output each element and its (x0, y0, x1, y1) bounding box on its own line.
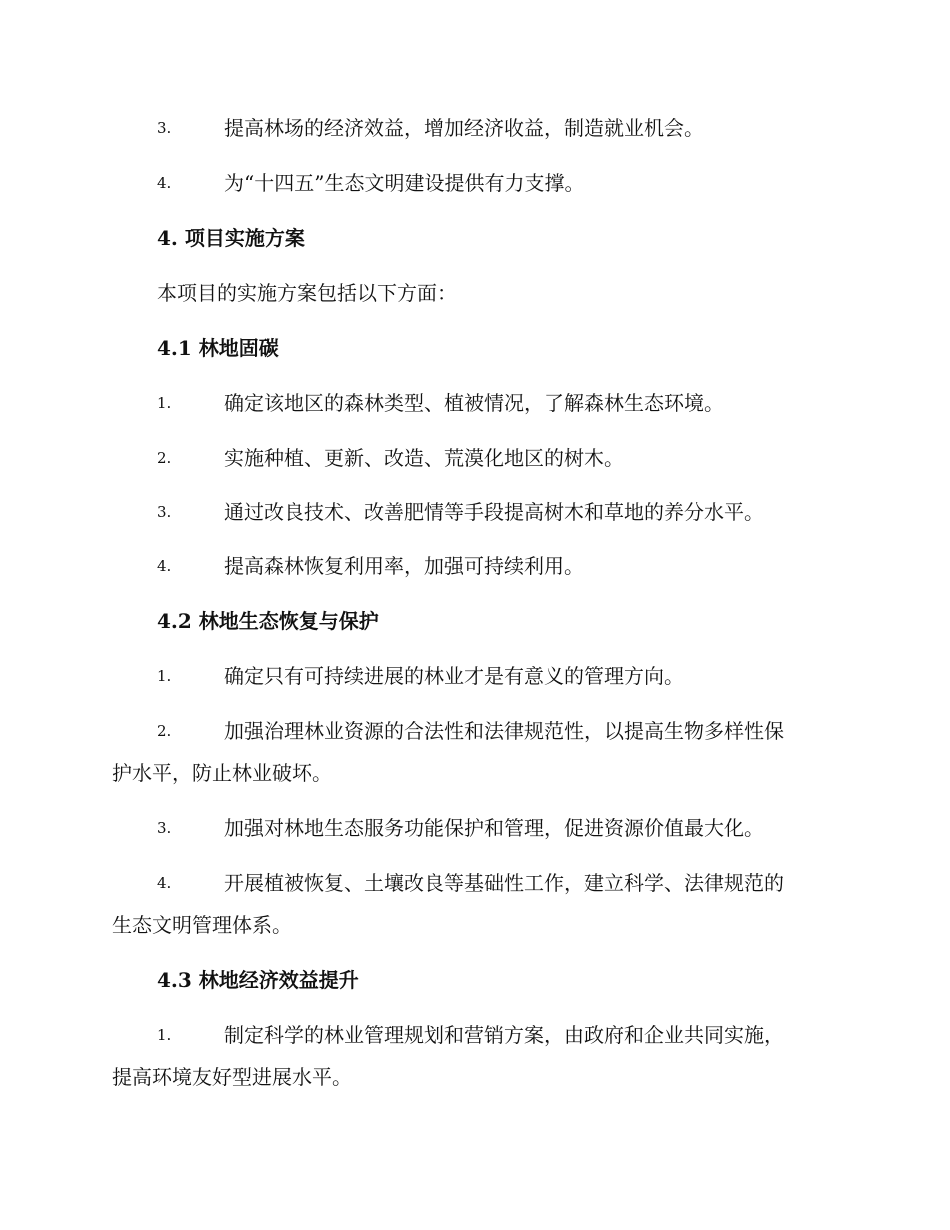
list-item-text: 制定科学的林业管理规划和营销方案，由政府和企业共同实施， (224, 1023, 784, 1047)
list-number: 1. (157, 394, 172, 412)
list-item-text: 加强治理林业资源的合法性和法律规范性，以提高生物多样性保 (224, 719, 784, 743)
list-item-text: 通过改良技术、改善肥情等手段提高树木和草地的养分水平。 (224, 500, 764, 524)
section-heading-4-1: 4.1 林地固碳 (157, 336, 279, 360)
list-item-text: 开展植被恢复、土壤改良等基础性工作，建立科学、法律规范的 (224, 871, 784, 895)
list-number: 4. (157, 557, 172, 575)
list-item-text: 确定该地区的森林类型、植被情况，了解森林生态环境。 (224, 391, 724, 415)
list-item-text: 加强对林地生态服务功能保护和管理，促进资源价值最大化。 (224, 816, 764, 840)
list-item-continuation: 生态文明管理体系。 (112, 913, 292, 937)
list-number: 1. (157, 1026, 172, 1044)
section-intro: 本项目的实施方案包括以下方面： (157, 281, 457, 305)
list-item-text: 确定只有可持续进展的林业才是有意义的管理方向。 (224, 664, 684, 688)
list-number: 4. (157, 874, 172, 892)
list-number: 1. (157, 667, 172, 685)
list-item-continuation: 提高环境友好型进展水平。 (112, 1065, 352, 1089)
list-item-text: 为“十四五”生态文明建设提供有力支撑。 (224, 171, 585, 195)
section-heading-4-2: 4.2 林地生态恢复与保护 (157, 609, 379, 633)
list-number: 2. (157, 449, 172, 467)
list-item-text: 提高林场的经济效益，增加经济收益，制造就业机会。 (224, 116, 704, 140)
list-item-text: 实施种植、更新、改造、荒漠化地区的树木。 (224, 446, 624, 470)
list-number: 2. (157, 722, 172, 740)
list-item-text: 提高森林恢复利用率，加强可持续利用。 (224, 554, 584, 578)
list-number: 3. (157, 503, 172, 521)
list-item-continuation: 护水平，防止林业破坏。 (112, 761, 332, 785)
section-heading-4-3: 4.3 林地经济效益提升 (157, 968, 359, 992)
list-number: 3. (157, 819, 172, 837)
section-heading-4: 4. 项目实施方案 (157, 226, 305, 250)
list-number: 4. (157, 174, 172, 192)
list-number: 3. (157, 119, 172, 137)
